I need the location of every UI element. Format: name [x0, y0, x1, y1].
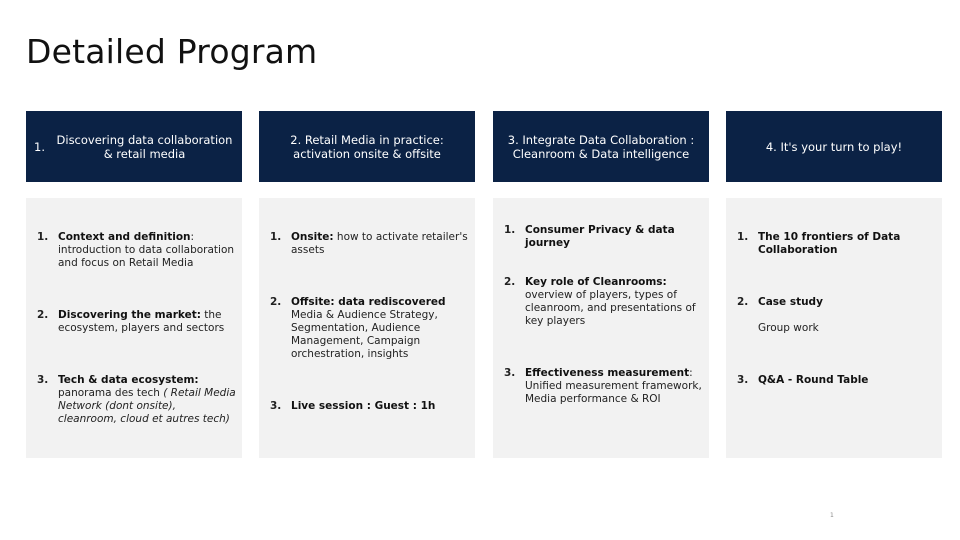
item-description: how to activate retailer's assets	[291, 231, 468, 256]
item-bold-label: Consumer Privacy & data journey	[525, 224, 675, 249]
item-number: 2.	[270, 296, 282, 308]
column-header-2	[259, 111, 475, 182]
item-number: 2.	[37, 309, 49, 321]
item-italic-note: ( Retail Media Network (dont onsite), cleanroom, cloud et autres tech)	[58, 387, 236, 425]
list-item	[270, 231, 471, 257]
item-number: 3.	[504, 367, 516, 379]
item-number: 1.	[504, 224, 516, 236]
list-item	[504, 367, 705, 406]
list-item	[737, 374, 938, 387]
list-item	[504, 224, 705, 250]
item-number: 1.	[270, 231, 282, 243]
item-text	[58, 374, 238, 426]
item-text	[525, 224, 705, 250]
item-number: 3.	[737, 374, 749, 386]
list-item	[270, 400, 471, 413]
list-item	[37, 231, 238, 270]
item-number: 2.	[737, 296, 749, 308]
column-header-1	[26, 111, 242, 182]
item-description: panorama des tech	[58, 387, 164, 399]
column-header-4	[726, 111, 942, 182]
item-bold-label: Context and definition	[58, 231, 191, 243]
item-bold-label: Onsite:	[291, 231, 334, 243]
item-text	[758, 296, 938, 335]
item-bold-label: The 10 frontiers of Data Collaboration	[758, 231, 901, 256]
item-description: the ecosystem, players and sectors	[58, 309, 225, 334]
item-text	[291, 400, 471, 413]
item-bold-label: Offsite: data rediscovered	[291, 296, 446, 308]
item-text	[291, 231, 471, 257]
item-text	[525, 367, 705, 406]
item-bold-label: Key role of Cleanrooms:	[525, 276, 667, 288]
item-description: :	[689, 367, 693, 379]
item-bold-label: Discovering the market:	[58, 309, 201, 321]
item-bold-label: Case study	[758, 296, 823, 308]
column-card-2	[259, 198, 475, 458]
item-text	[525, 276, 705, 328]
item-number: 3.	[270, 400, 282, 412]
column-header-3-text: 3. Integrate Data Collaboration : Cleanroom & Data intelligence	[507, 132, 695, 161]
item-text	[758, 231, 938, 257]
item-description: overview of players, types of cleanroom, and presentations of key players	[525, 289, 696, 327]
column-header-2-text: 2. Retail Media in practice: activation onsite & offsite	[290, 132, 444, 161]
page-title: Detailed Program	[26, 32, 318, 71]
item-number: 1.	[37, 231, 49, 243]
column-card-4	[726, 198, 942, 458]
list-item	[37, 309, 238, 335]
column-header-1-text: Discovering data collaboration & retail media	[56, 132, 233, 161]
list-item	[37, 374, 238, 426]
item-text	[291, 296, 471, 361]
column-header-1-number: 1.	[34, 139, 45, 154]
item-text	[758, 374, 938, 387]
list-item	[504, 276, 705, 328]
item-bold-label: Tech & data ecosystem:	[58, 374, 199, 386]
column-card-3	[493, 198, 709, 458]
column-header-3	[493, 111, 709, 182]
item-number: 2.	[504, 276, 516, 288]
item-description: : introduction to data collaboration and focus on Retail Media	[58, 231, 235, 269]
item-description: Group work	[758, 322, 819, 334]
item-description: Media & Audience Strategy, Segmentation, Audience Management, Campaign orchestration, insights	[291, 309, 438, 360]
item-bold-label: Effectiveness measurement	[525, 367, 690, 379]
item-number: 1.	[737, 231, 749, 243]
list-item	[737, 231, 938, 257]
list-item	[737, 296, 938, 335]
list-item	[270, 296, 471, 361]
page-number: 1	[830, 512, 834, 519]
item-text	[58, 309, 238, 335]
column-card-1	[26, 198, 242, 458]
item-description-2: Unified measurement framework, Media performance & ROI	[525, 380, 702, 405]
item-number: 3.	[37, 374, 49, 386]
column-header-4-text: 4. It's your turn to play!	[765, 139, 903, 154]
item-bold-label: Q&A - Round Table	[758, 374, 869, 386]
item-text	[58, 231, 238, 270]
item-bold-label: Live session : Guest : 1h	[291, 400, 436, 412]
